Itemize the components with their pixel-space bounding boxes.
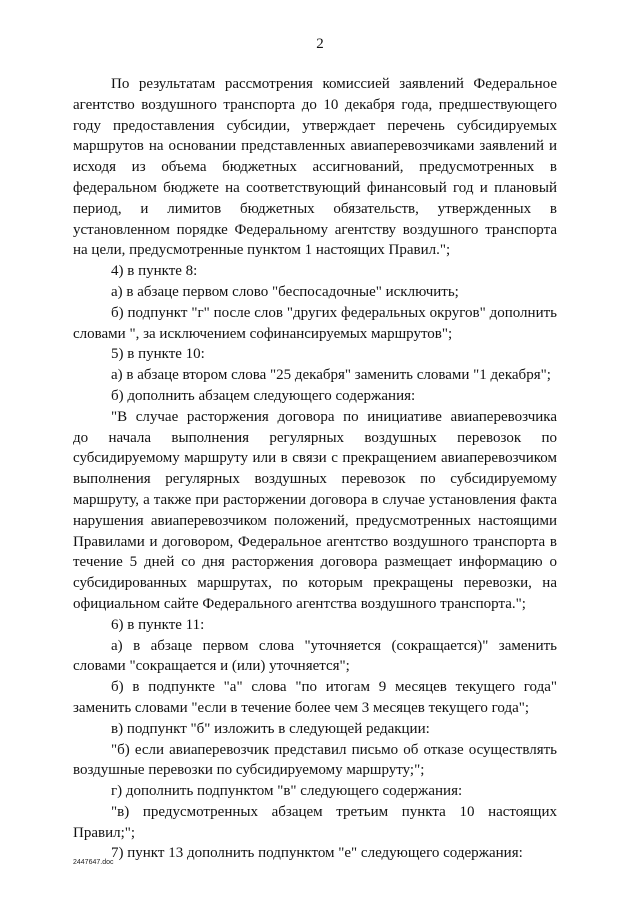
- text-line: федеральном бюджете на соответствующий финансовый год и плановый: [73, 179, 557, 196]
- text-line: период, и лимитов бюджетных обязательств, утвержденных в: [73, 200, 557, 217]
- text-line: а) в абзаце первом слово "беспосадочные" исключить;: [111, 283, 459, 300]
- text-line: маршрутов на основании представленных авиаперевозчиками заявлений и: [73, 138, 557, 155]
- text-line: Правилами и договором, Федеральное агентство воздушного транспорта в: [73, 533, 557, 550]
- text-line: нарушения авиаперевозчиком положений, предусмотренных настоящими: [73, 512, 557, 529]
- text-line: "в) предусмотренных абзацем третьим пункта 10 настоящих: [111, 803, 557, 820]
- text-line: г) дополнить подпунктом "в" следующего содержания:: [111, 783, 463, 800]
- text-line: б) в подпункте "а" слова "по итогам 9 месяцев текущего года": [111, 679, 557, 696]
- text-line: По результатам рассмотрения комиссией заявлений Федеральное: [111, 76, 557, 92]
- text-line: "В случае расторжения договора по инициативе авиаперевозчика: [111, 408, 557, 425]
- text-line: до начала выполнения регулярных воздушных перевозок по: [73, 429, 557, 446]
- text-line: воздушные перевозки по субсидируемому маршруту;";: [73, 762, 425, 779]
- text-line: в) подпункт "б" изложить в следующей редакции:: [111, 720, 430, 737]
- text-line: заменить словами "если в течение более чем 3 месяцев текущего года";: [73, 699, 530, 716]
- text-line: "б) если авиаперевозчик представил письмо об отказе осуществлять: [111, 741, 557, 758]
- text-line: на цели, предусмотренные пунктом 1 настоящих Правил.";: [73, 242, 451, 259]
- text-line: словами ", за исключением софинансируемых маршрутов";: [73, 325, 453, 342]
- text-line: 5) в пункте 10:: [111, 346, 205, 363]
- text-line: маршруту, а также при расторжении договора в случае установления факта: [73, 491, 557, 508]
- document-body-text: [73, 74, 557, 864]
- text-line: году предоставления субсидии, утверждает перечень субсидируемых: [73, 117, 557, 134]
- page-number: 2: [316, 36, 324, 52]
- text-line: субсидируемому маршруту или в связи с прекращением авиаперевозчиком: [73, 450, 557, 467]
- text-line: агентство воздушного транспорта до 10 декабря года, предшествующего: [73, 96, 557, 113]
- text-line: 7) пункт 13 дополнить подпунктом "е" следующего содержания:: [111, 845, 523, 862]
- text-line: субсидированных маршрутах, по которым прекращены перевозки, на: [73, 575, 557, 592]
- text-line: течение 5 дней со дня расторжения договора размещает информацию о: [73, 554, 557, 571]
- text-line: официальном сайте Федерального агентства воздушного транспорта.";: [73, 595, 526, 612]
- text-line: установленном порядке Федеральному агентству воздушного транспорта: [73, 221, 557, 238]
- text-line: б) дополнить абзацем следующего содержания:: [111, 387, 416, 404]
- text-line: Правил;";: [73, 824, 136, 841]
- text-line: 6) в пункте 11:: [111, 616, 205, 633]
- text-line: б) подпункт "г" после слов "других федеральных округов" дополнить: [111, 304, 557, 321]
- document-filename-footer: 2447647.doc: [73, 859, 114, 866]
- text-line: исходя из объема бюджетных ассигнований, предусмотренных в: [73, 159, 557, 176]
- text-line: выполнения регулярных воздушных перевозок по субсидируемому: [73, 471, 557, 488]
- text-line: а) в абзаце первом слова "уточняется (сокращается)" заменить: [111, 637, 557, 654]
- text-line: а) в абзаце втором слова "25 декабря" заменить словами "1 декабря";: [111, 367, 551, 384]
- text-line: 4) в пункте 8:: [111, 263, 198, 280]
- text-line: словами "сокращается и (или) уточняется";: [73, 658, 350, 675]
